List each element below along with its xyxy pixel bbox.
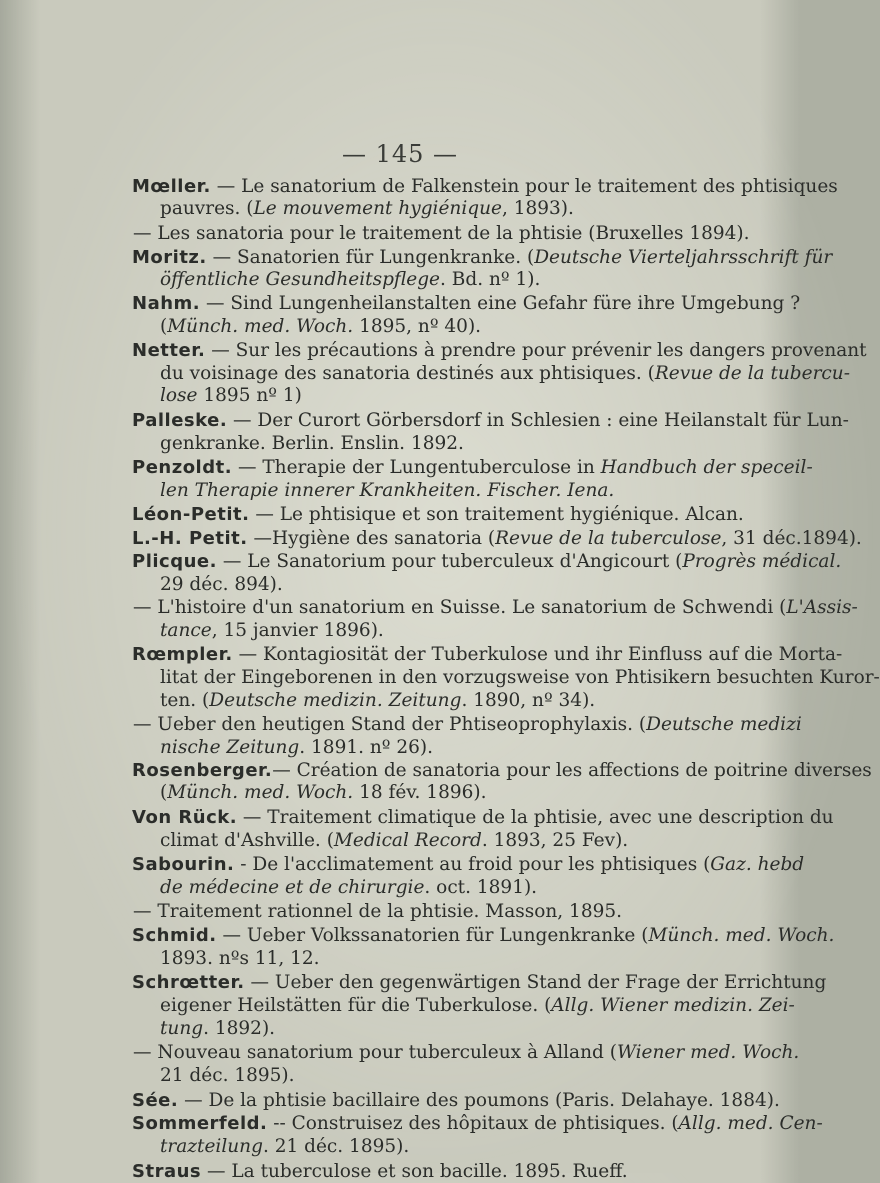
entry-title-italic: Allg. Wiener medizin. Zei-	[551, 995, 795, 1016]
page-number: — 145 —	[341, 140, 459, 168]
entry-line	[160, 433, 464, 455]
entry-text: — Création de sanatoria pour les affections de poitrine diverses	[272, 760, 872, 781]
entry-line	[133, 901, 622, 923]
entry-author: Plicque.	[132, 551, 217, 572]
entry-text: — Der Curort Görbersdorf in Schlesien : eine Heilanstalt für Lun-	[227, 410, 849, 431]
entry-author: Moritz.	[132, 247, 207, 268]
entry-title-italic: Progrès médical.	[682, 551, 842, 572]
entry-text: eigener Heilstätten für die Tuberkulose. (	[160, 995, 552, 1016]
entry-title-italic: Allg. med. Cen-	[678, 1113, 823, 1134]
entry-text: . oct. 1891).	[424, 877, 538, 898]
entry-title-italic: Gaz. hebd	[710, 854, 805, 875]
entry-text: — L'histoire d'un sanatorium en Suisse. Le sanatorium de Schwendi (	[133, 597, 787, 618]
entry-line	[160, 737, 433, 759]
entry-text: 21 déc. 1895).	[160, 1065, 295, 1086]
entry-text: — De la phtisie bacillaire des poumons (Paris. Delahaye. 1884).	[178, 1090, 780, 1111]
entry-text: — Therapie der Lungentuberculose in	[232, 457, 601, 478]
entry-title-italic: tance	[160, 620, 212, 641]
entry-line	[132, 176, 838, 198]
entry-text: — Ueber Volkssanatorien für Lungenkranke (	[216, 925, 649, 946]
entry-title-italic: trazteilung	[160, 1136, 263, 1157]
entry-text: 1895 nº 1)	[197, 385, 302, 406]
entry-line	[132, 1090, 780, 1112]
entry-line	[160, 948, 320, 970]
entry-text: —Hygiène des sanatoria (	[247, 528, 496, 549]
entry-text: — Sur les précautions à prendre pour prévenir les dangers provenant	[205, 340, 867, 361]
entry-text: genkranke. Berlin. Enslin. 1892.	[160, 433, 464, 454]
entry-author: Sée.	[132, 1090, 179, 1111]
entry-text: pauvres. (	[160, 198, 254, 219]
entry-line	[132, 457, 813, 479]
entry-line	[160, 480, 614, 502]
entry-line	[132, 247, 832, 269]
entry-line	[132, 760, 872, 782]
entry-title-italic: Wiener med. Woch.	[616, 1042, 800, 1063]
entry-author: Léon-Petit.	[132, 504, 250, 525]
entry-title-italic: Deutsche medizi	[646, 714, 802, 735]
entry-line	[132, 528, 862, 550]
entry-line	[133, 597, 858, 619]
entry-text: (	[160, 316, 168, 337]
entry-text: — Traitement rationnel de la phtisie. Masson, 1895.	[133, 901, 623, 922]
entry-title-italic: Deutsche medizin. Zeitung	[209, 690, 462, 711]
entry-text: — Le sanatorium de Falkenstein pour le traitement des phtisiques	[210, 176, 838, 197]
entry-line	[132, 807, 834, 829]
entry-author: Schrœtter.	[132, 972, 245, 993]
entry-line	[160, 385, 302, 407]
entry-text: - De l'acclimatement au froid pour les phtisiques (	[234, 854, 711, 875]
entry-text: — Ueber den gegenwärtigen Stand der Frage der Errichtung	[244, 972, 827, 993]
entry-line	[132, 551, 841, 573]
entry-line	[133, 1042, 799, 1064]
entry-line	[160, 782, 486, 804]
entry-title-italic: len Therapie innerer Krankheiten. Fischer. Iena.	[160, 480, 615, 501]
entry-author: Sommerfeld.	[132, 1113, 268, 1134]
entry-text: 29 déc. 894).	[160, 574, 283, 595]
entry-line	[132, 925, 834, 947]
entry-author: Penzoldt.	[132, 457, 233, 478]
entry-line	[132, 293, 800, 315]
entry-author: Palleske.	[132, 410, 228, 431]
entry-text: . 21 déc. 1895).	[262, 1136, 410, 1157]
entry-line	[133, 223, 750, 245]
entry-line	[132, 644, 842, 666]
entry-text: du voisinage des sanatoria destinés aux phtisiques. (	[160, 363, 655, 384]
entry-line	[160, 877, 537, 899]
entry-text: — Sind Lungenheilanstalten eine Gefahr füre ihre Umgebung ?	[200, 293, 801, 314]
entry-line	[132, 504, 744, 526]
entry-text: 1895, nº 40).	[353, 316, 482, 337]
entry-text: — Ueber den heutigen Stand der Phtiseoprophylaxis. (	[133, 714, 647, 735]
entry-text: — Le phtisique et son traitement hygiénique. Alcan.	[249, 504, 744, 525]
entry-text: — Nouveau sanatorium pour tuberculeux à Alland (	[133, 1042, 617, 1063]
entry-text: -- Construisez des hôpitaux de phtisiques. (	[267, 1113, 679, 1134]
entry-title-italic: de médecine et de chirurgie	[160, 877, 425, 898]
entry-line	[132, 410, 849, 432]
entry-line	[160, 1136, 409, 1158]
entry-line	[133, 714, 802, 736]
entry-text: . 1892).	[203, 1018, 276, 1039]
entry-line	[160, 363, 850, 385]
entry-title-italic: nische Zeitung	[160, 737, 300, 758]
entry-line	[160, 995, 795, 1017]
entry-author: Nahm.	[132, 293, 201, 314]
entry-text: , 31 déc.1894).	[721, 528, 862, 549]
entry-title-italic: Medical Record	[333, 830, 482, 851]
entry-line	[160, 574, 283, 596]
entry-text: — Sanatorien für Lungenkranke. (	[206, 247, 535, 268]
entry-line	[160, 830, 628, 852]
entry-text: — Le Sanatorium pour tuberculeux d'Angicourt (	[216, 551, 683, 572]
entry-author: Straus	[132, 1161, 202, 1182]
entry-title-italic: Münch. med. Woch.	[167, 316, 354, 337]
entry-text: litat der Eingeborenen in den vorzugsweise von Phtisikern besuchten Kuror-	[160, 667, 880, 688]
entry-title-italic: Münch. med. Woch.	[167, 782, 354, 803]
entry-text: , 1893).	[501, 198, 574, 219]
entry-line	[160, 198, 574, 220]
entry-text: climat d'Ashville. (	[160, 830, 334, 851]
entry-author: Rœmpler.	[132, 644, 233, 665]
entry-title-italic: öffentliche Gesundheitspflege	[160, 269, 441, 290]
entry-line	[160, 1018, 275, 1040]
entry-line	[132, 1113, 823, 1135]
entry-text: (	[160, 782, 168, 803]
entry-author: Von Rück.	[132, 807, 238, 828]
entry-text: 18 fév. 1896).	[353, 782, 487, 803]
entry-text: — Les sanatoria pour le traitement de la phtisie (Bruxelles 1894).	[133, 223, 750, 244]
entry-title-italic: Handbuch der speceil-	[600, 457, 813, 478]
entry-line	[132, 972, 826, 994]
entry-text: ten. (	[160, 690, 210, 711]
entry-line	[160, 316, 481, 338]
entry-text: , 15 janvier 1896).	[211, 620, 384, 641]
entry-text: — La tuberculose et son bacille. 1895. Rueff.	[201, 1161, 628, 1182]
entry-text: . 1891. nº 26).	[299, 737, 434, 758]
entry-title-italic: tung	[160, 1018, 204, 1039]
entry-title-italic: lose	[160, 385, 198, 406]
entry-title-italic: Le mouvement hygiénique	[253, 198, 502, 219]
entry-line	[160, 269, 540, 291]
entry-line	[160, 690, 595, 712]
entry-text: . Bd. nº 1).	[440, 269, 541, 290]
entry-text: . 1893, 25 Fev).	[481, 830, 629, 851]
entry-text: 1893. nºs 11, 12.	[160, 948, 320, 969]
entry-line	[160, 620, 384, 642]
entry-line	[160, 1065, 295, 1087]
entry-line	[160, 667, 880, 689]
entry-author: Sabourin.	[132, 854, 235, 875]
entry-line	[132, 1161, 628, 1183]
entry-author: Mœller.	[132, 176, 211, 197]
entry-author: Schmid.	[132, 925, 217, 946]
entry-title-italic: Revue de la tuberculose	[495, 528, 722, 549]
entry-author: Netter.	[132, 340, 206, 361]
entry-text: . 1890, nº 34).	[461, 690, 596, 711]
entry-text: — Traitement climatique de la phtisie, avec une description du	[237, 807, 834, 828]
entry-author: Rosenberger.	[132, 760, 273, 781]
entry-line	[132, 340, 867, 362]
entry-title-italic: L'Assis-	[786, 597, 858, 618]
entry-title-italic: Deutsche Vierteljahrsschrift für	[534, 247, 833, 268]
entry-author: L.-H. Petit.	[132, 528, 248, 549]
entry-title-italic: Revue de la tubercu-	[654, 363, 850, 384]
entry-title-italic: Münch. med. Woch.	[648, 925, 835, 946]
entry-line	[132, 854, 804, 876]
entry-text: — Kontagiosität der Tuberkulose und ihr Einfluss auf die Morta-	[232, 644, 843, 665]
